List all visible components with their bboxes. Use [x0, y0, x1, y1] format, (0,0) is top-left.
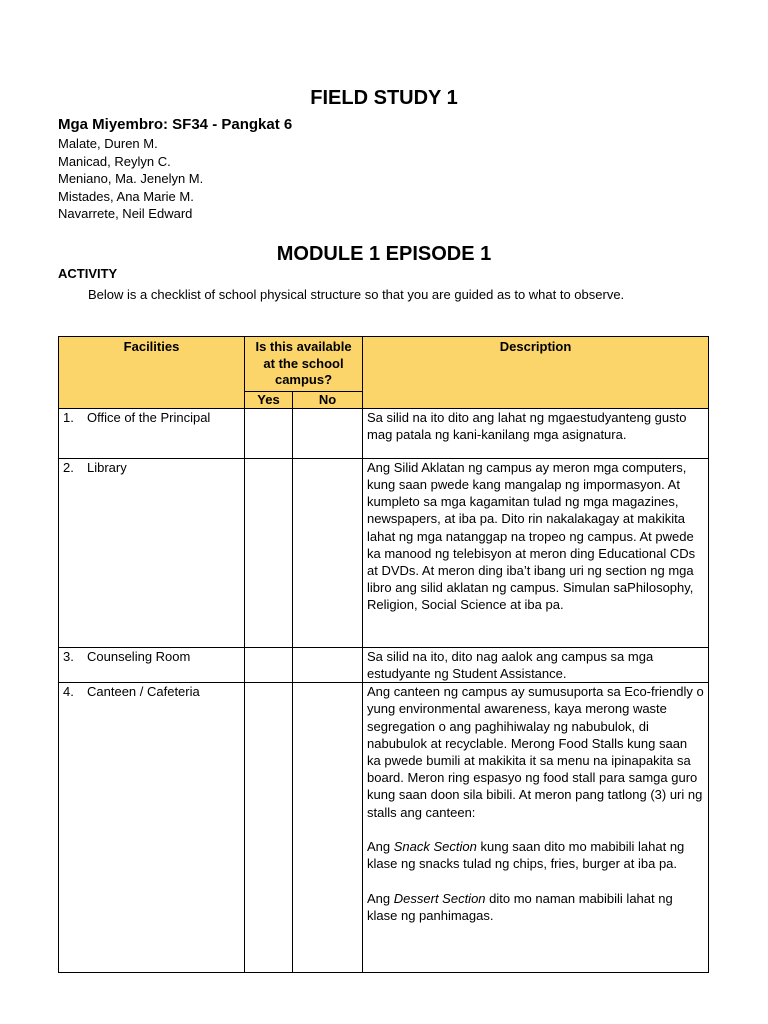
member-name: Mistades, Ana Marie M.: [58, 188, 194, 204]
member-name: Malate, Duren M.: [58, 136, 158, 151]
description-text: Sa silid na ito, dito nag aalok ang campus sa mga estudyante ng Student Assistance.: [367, 648, 654, 681]
table-row: [59, 408, 709, 458]
module-title: MODULE 1 EPISODE 1: [276, 243, 492, 265]
member-name: Manicad, Reylyn C.: [58, 153, 171, 169]
facility-cell: [59, 647, 245, 682]
member-name: Navarrete, Neil Edward: [58, 206, 193, 222]
facility-name: Office of the Principal: [87, 409, 211, 425]
member-list: [58, 135, 203, 223]
table-row: [59, 683, 709, 973]
no-checkbox-cell[interactable]: [293, 683, 363, 973]
table-row: [59, 458, 709, 647]
facility-cell: [59, 683, 245, 973]
facility-name: Canteen / Cafeteria: [87, 684, 200, 700]
dessert-section-term: Dessert Section: [393, 890, 486, 906]
facility-cell: [59, 458, 245, 647]
description-text: Ang Silid Aklatan ng campus ay meron mga computers, kung saan pwede kang mangalap ng impormasyon. At kumpleto sa mga kagamitan tulad ng mga magazines, newspapers, at iba pa. Dito rin nakalakagay at makikita lahat ng mga natanggap na tropeo ng campus. At pwede ka manood ng telebisyon at meron ding Educational CDs at DVDs. At meron ding iba’t ibang uri ng section ng mga libro ang silid aklatan ng campus. Simulan saPhilosophy, Religion, Social Science at iba pa.: [367, 459, 696, 613]
row-number: 3.: [63, 648, 74, 664]
no-checkbox-cell[interactable]: [293, 458, 363, 647]
description-cell: [363, 683, 709, 973]
header-description: Description: [363, 337, 709, 409]
header-no: No: [293, 391, 363, 408]
intro-paragraph: Below is a checklist of school physical structure so that you are guided as to what to observe.: [88, 287, 625, 302]
description-cell: [363, 647, 709, 682]
snack-section-paragraph: Ang Snack Section kung saan dito mo mabibili lahat ng klase ng snacks tulad ng chips, fries, burger at iba pa.: [367, 839, 685, 872]
description-text: Ang canteen ng campus ay sumusuporta sa Eco-friendly o yung environmental awareness, kaya merong waste segregation o ang paghihiwalay ng nabubulok, di nabubulok at recyclable. Merong Food Stalls kung saan ka pwede bumili at makikita it sa menu na ipinapakita sa board. Meron ring espasyo ng food stall para samga guro kung saan doon sila bibili. At meron pang tatlong (3) uri ng stalls ang canteen:: [367, 684, 704, 820]
facility-cell: [59, 408, 245, 458]
document-title: FIELD STUDY 1: [310, 87, 458, 109]
table-row: [59, 647, 709, 682]
yes-checkbox-cell[interactable]: [245, 683, 293, 973]
table-header-row: [59, 337, 709, 392]
description-text: Sa silid na ito dito ang lahat ng mgaestudyanteng gusto mag patala ng kani-kanilang mga asignatura.: [367, 409, 687, 442]
header-yes: Yes: [245, 391, 293, 408]
description-cell: [363, 458, 709, 647]
header-available: Is this available at the school campus?: [245, 337, 363, 392]
member-name: Meniano, Ma. Jenelyn M.: [58, 171, 204, 187]
row-number: 1.: [63, 409, 74, 425]
facility-name: Counseling Room: [87, 648, 191, 664]
facility-name: Library: [87, 459, 127, 475]
row-number: 4.: [63, 684, 74, 700]
activity-label: ACTIVITY: [58, 266, 118, 281]
group-heading: Mga Miyembro: SF34 - Pangkat 6: [58, 116, 293, 133]
dessert-section-paragraph: Ang Dessert Section dito mo naman mabibili lahat ng klase ng panhimagas.: [367, 890, 673, 923]
no-checkbox-cell[interactable]: [293, 408, 363, 458]
description-cell: [363, 408, 709, 458]
yes-checkbox-cell[interactable]: [245, 408, 293, 458]
no-checkbox-cell[interactable]: [293, 647, 363, 682]
row-number: 2.: [63, 459, 74, 475]
yes-checkbox-cell[interactable]: [245, 458, 293, 647]
facilities-checklist-table: [58, 336, 709, 973]
yes-checkbox-cell[interactable]: [245, 647, 293, 682]
header-facilities: Facilities: [59, 337, 245, 409]
snack-section-term: Snack Section: [393, 839, 477, 854]
